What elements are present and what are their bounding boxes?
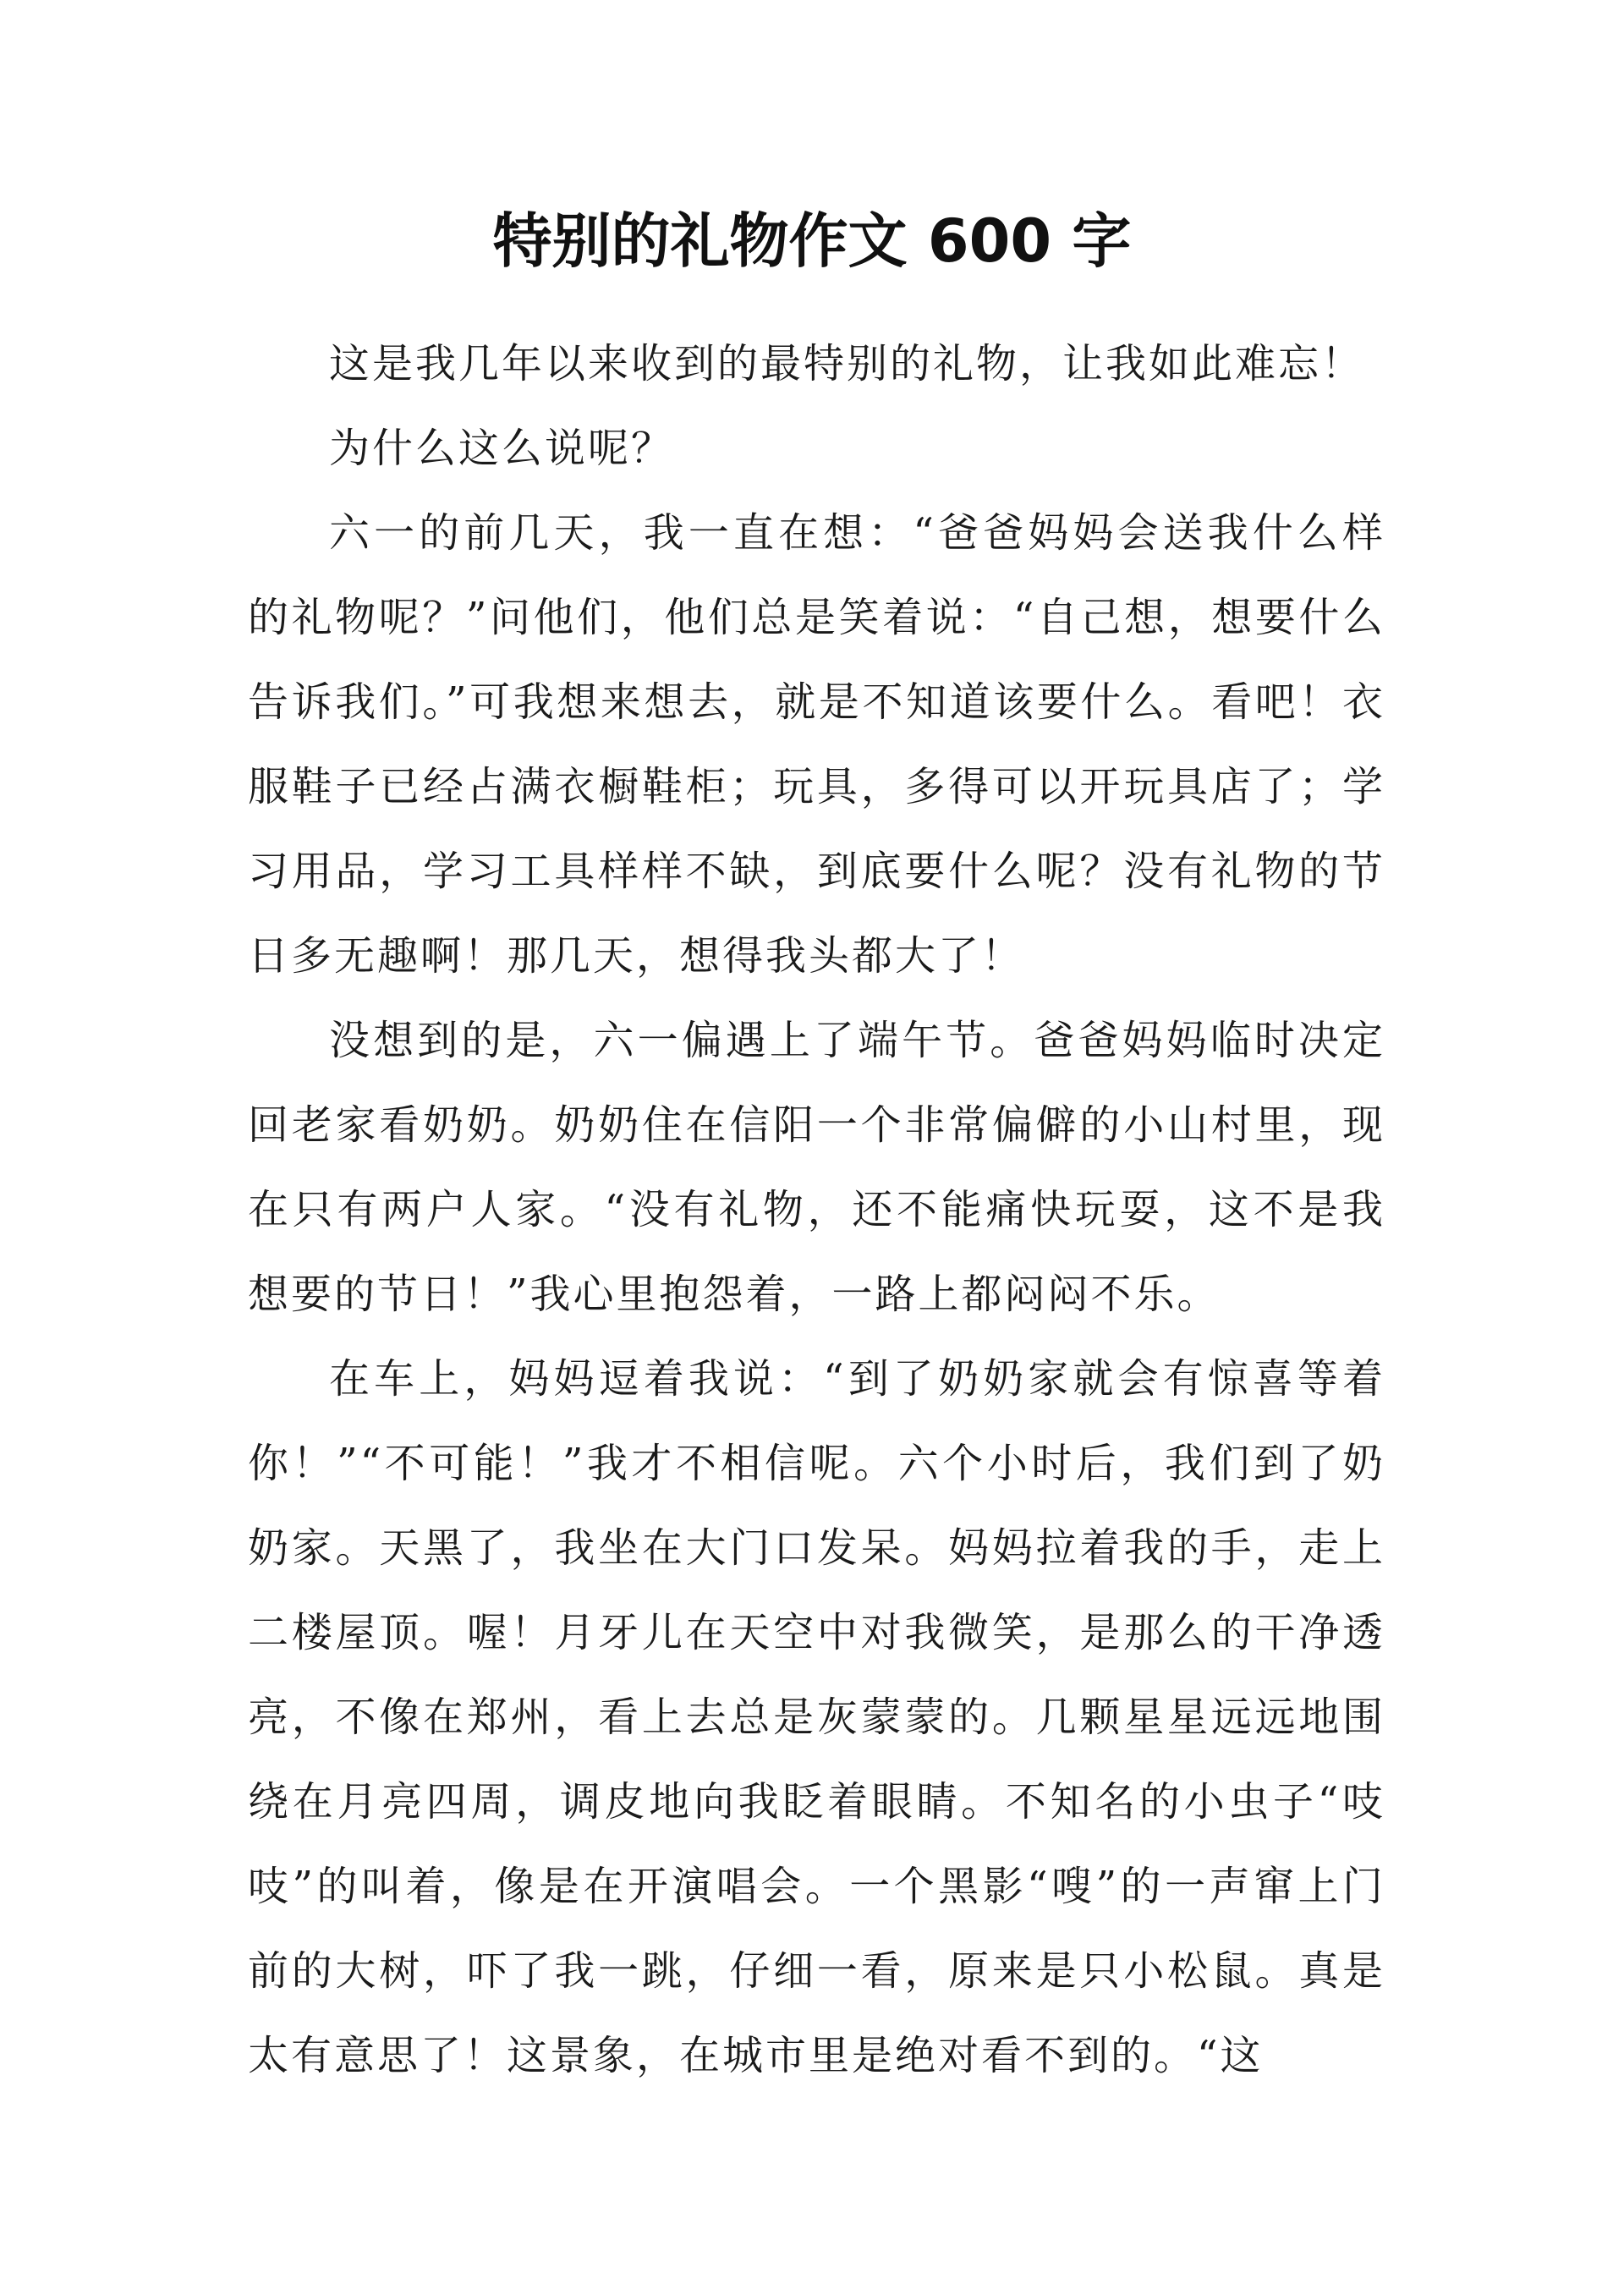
paragraph-1: 这是我几年以来收到的最特别的礼物，让我如此难忘！ [329, 340, 1365, 387]
document-body [248, 321, 1385, 2098]
document-title: 特别的礼物作文 600 字 [492, 206, 1132, 276]
paragraph-2: 为什么这么说呢？ [329, 425, 675, 472]
paragraph-4: 没想到的是，六一偏遇上了端午节。爸爸妈妈临时决定回老家看奶奶。奶奶住在信阳一个非常偏僻的小山村里，现在只有两户人家。“没有礼物，还不能痛快玩耍，这不是我想要的节日！”我心里抱怨着，一路上都闷闷不乐。 [248, 1017, 1385, 1318]
paragraph-5: 在车上，妈妈逗着我说：“到了奶奶家就会有惊喜等着你！”“不可能！”我才不相信呢。六个小时后，我们到了奶奶家。天黑了，我坐在大门口发呆。妈妈拉着我的手，走上二楼屋顶。喔！月牙儿在天空中对我微笑，是那么的干净透亮，不像在郑州，看上去总是灰蒙蒙的。几颗星星远远地围绕在月亮四周，调皮地向我眨着眼睛。不知名的小虫子“吱吱”的叫着，像是在开演唱会。一个黑影“嗖”的一声窜上门前的大树，吓了我一跳，仔细一看，原来是只小松鼠。真是太有意思了！这景象，在城市里是绝对看不到的。“这 [248, 1355, 1385, 2079]
paragraph-3: 六一的前几天，我一直在想：“爸爸妈妈会送我什么样的礼物呢？”问他们，他们总是笑着说：“自己想，想要什么告诉我们。”可我想来想去，就是不知道该要什么。看吧！衣服鞋子已经占满衣橱鞋柜；玩具，多得可以开玩具店了；学习用品，学习工具样样不缺，到底要什么呢？没有礼物的节日多无趣啊！那几天，想得我头都大了！ [248, 509, 1385, 980]
